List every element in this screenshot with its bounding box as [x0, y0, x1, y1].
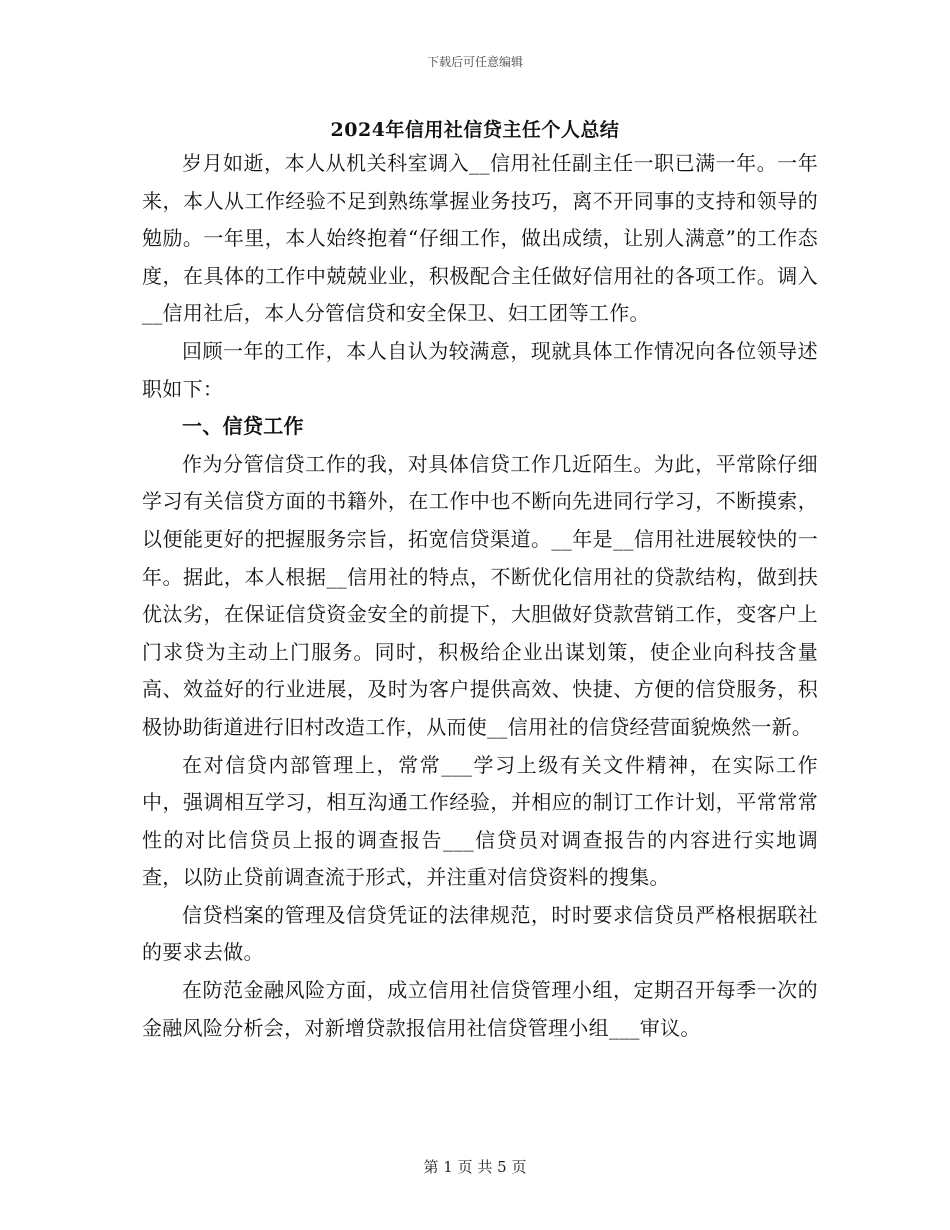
intro-paragraph-1: 岁月如逝，本人从机关科室调入__信用社任副主任一职已满一年。一年来，本人从工作经验不足到熟练掌握业务技巧，离不开同事的支持和领导的勉励。一年里，本人始终抱着“仔细工作，做出成绩，让别人满意”的工作态度，在具体的工作中兢兢业业，积极配合主任做好信用社的各项工作。调入__信用社后，本人分管信贷和安全保卫、妇工团等工作。: [142, 151, 818, 326]
section1-paragraph-4: 在防范金融风险方面，成立信用社信贷管理小组，定期召开每季一次的金融风险分析会，对新增贷款报信用社信贷管理小组___审议。: [142, 978, 818, 1040]
page-number-footer: 第 1 页 共 5 页: [423, 1158, 527, 1176]
section-heading-credit-work: 一、信贷工作: [182, 414, 304, 439]
section1-paragraph-3: 信贷档案的管理及信贷凭证的法律规范，时时要求信贷员严格根据联社的要求去做。: [142, 902, 818, 965]
document-body: [142, 145, 818, 1047]
page-header-note: 下载后可任意编辑: [426, 55, 523, 69]
section1-paragraph-1: 作为分管信贷工作的我，对具体信贷工作几近陌生。为此，平常除仔细学习有关信贷方面的书籍外，在工作中也不断向先进同行学习，不断摸索，以便能更好的把握服务宗旨，拓宽信贷渠道。__年是__信用社进展较快的一年。据此，本人根据__信用社的特点，不断优化信用社的贷款结构，做到扶优汰劣，在保证信贷资金安全的前提下，大胆做好贷款营销工作，变客户上门求贷为主动上门服务。同时，积极给企业出谋划策，使企业向科技含量高、效益好的行业进展，及时为客户提供高效、快捷、方便的信贷服务，积极协助街道进行旧村改造工作，从而使__信用社的信贷经营面貌焕然一新。: [142, 451, 818, 739]
document-title: 2024年信用社信贷主任个人总结: [330, 119, 620, 141]
intro-paragraph-2: 回顾一年的工作，本人自认为较满意，现就具体工作情况向各位领导述职如下：: [142, 338, 818, 401]
section1-paragraph-2: 在对信贷内部管理上，常常___学习上级有关文件精神，在实际工作中，强调相互学习，相互沟通工作经验，并相应的制订工作计划，平常常常性的对比信贷员上报的调查报告___信贷员对调查报告的内容进行实地调查，以防止贷前调查流于形式，并注重对信贷资料的搜集。: [142, 752, 818, 890]
